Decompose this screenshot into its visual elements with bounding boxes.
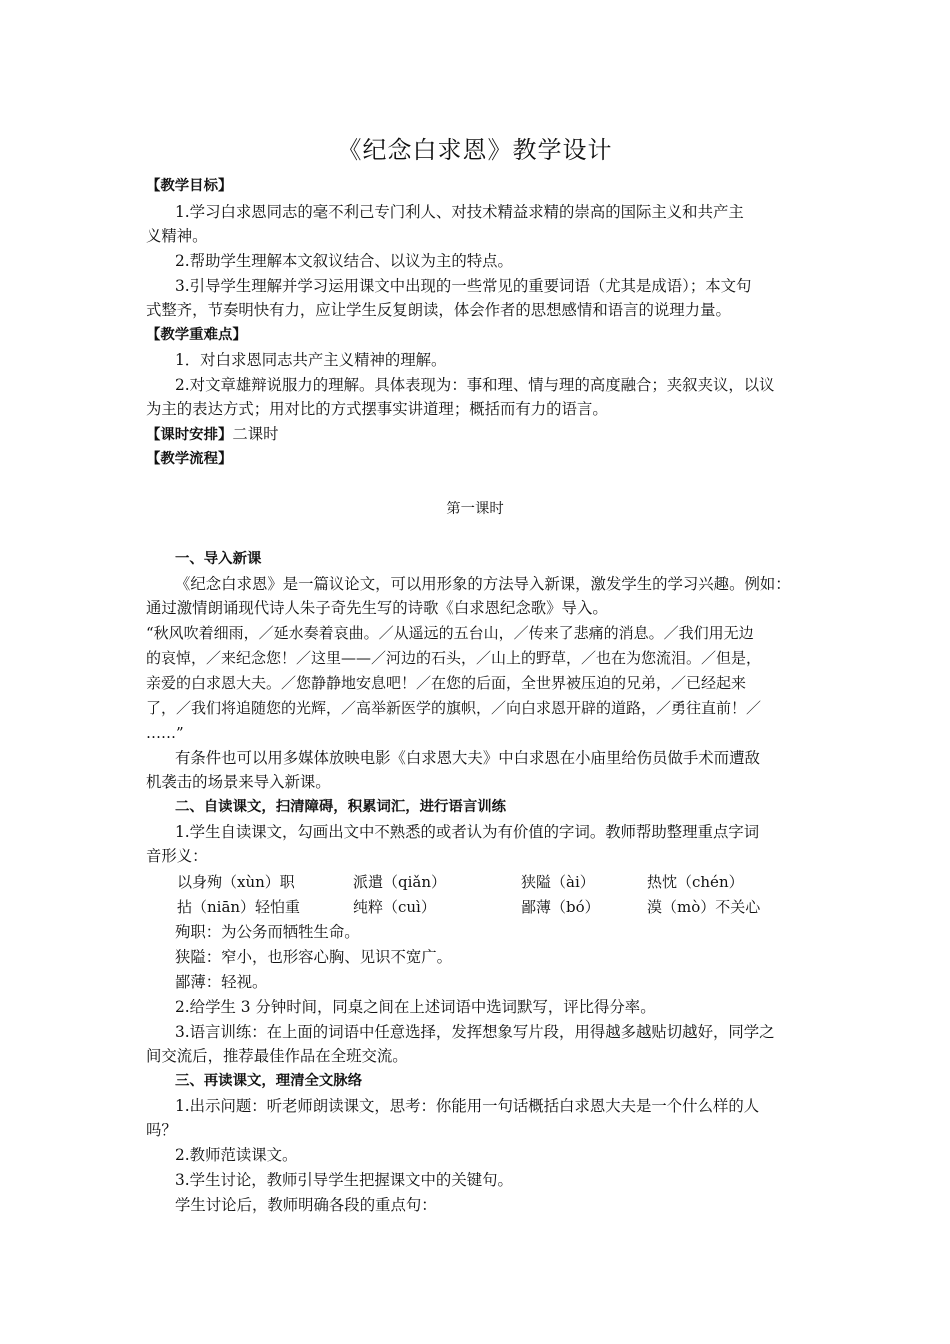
section1-heading: 一、导入新课 <box>175 551 262 567</box>
section1-p1-line2: 通过激情朗诵现代诗人朱子奇先生写的诗歌《白求恩纪念歌》导入。 <box>146 599 608 617</box>
key-point-2-line2: 为主的表达方式；用对比的方式摆事实讲道理；概括而有力的语言。 <box>146 400 608 418</box>
section3-p4: 学生讨论后，教师明确各段的重点句： <box>175 1196 437 1214</box>
key-point-2-line1: 2.对文章雄辩说服力的理解。具体表现为：事和理、情与理的高度融合；夹叙夹议，以议 <box>175 376 775 394</box>
vocab-item: 鄙薄（bó） <box>521 898 600 916</box>
schedule-heading: 【课时安排】 <box>146 427 233 443</box>
objectives-heading: 【教学目标】 <box>146 178 233 194</box>
key-point-1: 1．对白求恩同志共产主义精神的理解。 <box>175 351 447 369</box>
poem-line5: ……” <box>146 724 184 742</box>
poem-line1: “秋风吹着细雨，／延水奏着哀曲。／从遥远的五台山，／传来了悲痛的消息。／我们用无边 <box>146 624 754 642</box>
objective-3-line1: 3.引导学生理解并学习运用课文中出现的一些常见的重要词语（尤其是成语）；本文句 <box>175 277 752 295</box>
section3-heading: 三、再读课文，理清全文脉络 <box>175 1073 363 1089</box>
section1-p2-line1: 有条件也可以用多媒体放映电影《白求恩大夫》中白求恩在小庙里给伤员做手术而遭敌 <box>175 749 760 767</box>
poem-line4: 了，／我们将追随您的光辉，／高举新医学的旗帜，／向白求恩开辟的道路，／勇往直前！／ <box>146 699 762 717</box>
document-title: 《纪念白求恩》教学设计 <box>337 136 613 164</box>
section3-p3: 3.学生讨论，教师引导学生把握课文中的关键句。 <box>175 1171 513 1189</box>
objective-2: 2.帮助学生理解本文叙议结合、以议为主的特点。 <box>175 252 513 270</box>
vocab-item: 纯粹（cuì） <box>353 898 436 916</box>
section3-p1-line1: 1.出示问题：听老师朗读课文，思考：你能用一句话概括白求恩大夫是一个什么样的人 <box>175 1097 760 1115</box>
schedule-line <box>146 422 810 447</box>
section1-p1-line1: 《纪念白求恩》是一篇议论文，可以用形象的方法导入新课，激发学生的学习兴趣。例如： <box>175 575 791 593</box>
section3-p1-line2: 吗？ <box>146 1121 177 1139</box>
objective-1-line2: 义精神。 <box>146 227 208 245</box>
section2-p2: 2.给学生 3 分钟时间，同桌之间在上述词语中选词默写，评比得分率。 <box>175 998 656 1016</box>
section2-p1-line2: 音形义： <box>146 847 208 865</box>
section2-p3-line2: 间交流后，推荐最佳作品在全班交流。 <box>146 1047 408 1065</box>
definition-2: 狭隘：窄小，也形容心胸、见识不宽广。 <box>175 948 453 966</box>
objective-1-line1: 1.学习白求恩同志的毫不利己专门利人、对技术精益求精的崇高的国际主义和共产主 <box>175 203 744 221</box>
lesson-title: 第一课时 <box>446 501 504 517</box>
key-points-heading: 【教学重难点】 <box>146 327 247 343</box>
section2-heading: 二、自读课文，扫清障碍，积累词汇，进行语言训练 <box>175 799 506 815</box>
poem-line3: 亲爱的白求恩大夫。／您静静地安息吧！／在您的后面，全世界被压迫的兄弟，／已经起来 <box>146 674 747 692</box>
vocab-item: 派遣（qiǎn） <box>353 873 447 891</box>
vocab-item: 漠（mò）不关心 <box>647 898 761 916</box>
section3-p2: 2.教师范读课文。 <box>175 1146 298 1164</box>
section2-p1-line1: 1.学生自读课文，勾画出文中不熟悉的或者认为有价值的字词。教师帮助整理重点字词 <box>175 823 760 841</box>
definition-1: 殉职：为公务而牺牲生命。 <box>175 923 360 941</box>
vocab-item: 以身殉（xùn）职 <box>177 873 295 891</box>
definition-3: 鄙薄：轻视。 <box>175 973 268 991</box>
vocab-item: 狭隘（ài） <box>521 873 595 891</box>
schedule-value: 二课时 <box>232 425 279 443</box>
vocab-item: 热忱（chén） <box>647 873 744 891</box>
vocab-item: 拈（niān）轻怕重 <box>177 898 301 916</box>
poem-line2: 的哀悼，／来纪念您！／这里——／河边的石头，／山上的野草，／也在为您流泪。／但是， <box>146 649 762 667</box>
process-heading: 【教学流程】 <box>146 451 233 467</box>
objective-3-line2: 式整齐，节奏明快有力，应让学生反复朗读，体会作者的思想感情和语言的说理力量。 <box>146 301 731 319</box>
section2-p3-line1: 3.语言训练：在上面的词语中任意选择，发挥想象写片段，用得越多越贴切越好，同学之 <box>175 1023 775 1041</box>
section1-p2-line2: 机袭击的场景来导入新课。 <box>146 773 331 791</box>
